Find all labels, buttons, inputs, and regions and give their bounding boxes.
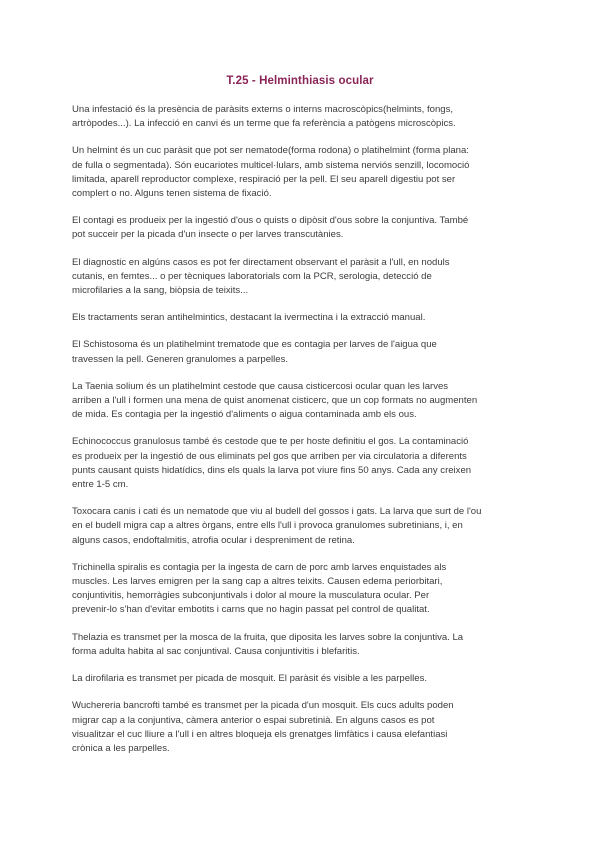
paragraph-thelazia: Thelazia es transmet per la mosca de la fruita, que diposita les larves sobre la conjuntiva. La forma adulta habita al sac conjuntival. Causa conjuntivitis i blefaritis.	[72, 631, 464, 657]
paragraph-helmint: Un helmint és un cuc paràsit que pot ser nematode(forma rodona) o platihelmint (forma plana: de fulla o segmentada). Són eucariotes multicel·lulars, amb sistema nerviós senzill, locomoció limitada, aparell reproductor complexe, respiració per la pell. El seu aparell digestiu pot ser complert o no. Alguns tenen sistema de fixació.	[72, 145, 470, 200]
paragraph-infestacio: Una infestació és la presència de paràsits externs o interns macroscòpics(helmints, fongs, artròpodes...). La infecció en canvi és un terme que fa referència a patògens microscòpics.	[72, 104, 456, 130]
paragraph-taenia-solium: La Taenia solium és un platihelmint cestode que causa cisticercosi ocular quan les larves arriben a l'ull i formen una mena de quist anomenat cisticerc, que un cop formats no augmenten de mida. Es contagia per la ingestió d'aliments o aigua contaminada amb els ous.	[72, 380, 478, 421]
paragraph-wuchereria: Wuchereria bancrofti també es transmet per la picada d'un mosquit. Els cucs adults poden migrar cap a la conjuntiva, càmera anterior o espai subretinià. En alguns casos es pot visualitzar el cuc lliure a l'ull i en altres bloqueja els grenatges limfàtics i causa elefantiasi crònica a les parpelles.	[72, 700, 454, 754]
paragraph-schistosoma: El Schistosoma és un platihelmint trematode que es contagia per larves de l'aigua que travessen la pell. Generen granulomes a parpelles.	[72, 339, 437, 365]
paragraph-echinococcus: Echinococcus granulosus també és cestode que te per hoste definitiu el gos. La contaminació es produeix per la ingestió de ous eliminats pel gos que arriben per via circulatoria a diferents punts causant quists hidatídics, dins els quals la larva pot viure fins 50 anys. Cada any creixen entre 1-5 cm.	[72, 436, 472, 491]
page-title: T.25 - Helminthiasis ocular	[226, 75, 374, 87]
paragraph-trichinella: Trichinella spiralis es contagia per la ingesta de carn de porc amb larves enquistades als muscles. Les larves emigren per la sang cap a altres teixits. Causen edema periorbitari, conjuntivitis, hemorràgies subconjuntivals i dolor al moure la musculatura ocular. Per prevenir-lo s'han d'evitar embotits i carns que no hagin passat pel control de qualitat.	[72, 561, 447, 616]
paragraph-contagi: El contagi es produeix per la ingestió d'ous o quists o dipòsit d'ous sobre la conjuntiva. També pot succeir per la picada d'un insecte o per larves transcutànies.	[72, 215, 469, 241]
document-body	[72, 103, 534, 769]
paragraph-tractaments: Els tractaments seran antihelmintics, destacant la ivermectina i la extracció manual.	[72, 312, 426, 324]
paragraph-dirofilaria: La dirofilaria es transmet per picada de mosquit. El paràsit és visible a les parpelles.	[72, 673, 428, 685]
paragraph-diagnostic: El diagnostic en algúns casos es pot fer directament observant el paràsit a l'ull, en noduls cutanis, en femtes... o per tècniques laboratorials com la PCR, serologia, detecció de microfilaries a la sang, biòpsia de teixits...	[72, 256, 450, 297]
paragraph-toxocara: Toxocara canis i cati és un nematode que viu al budell del gossos i gats. La larva que surt de l'ou en el budell migra cap a altres òrgans, entre ells l'ull i provoca granulomes subretinians, i, en alguns casos, endoftalmitis, atrofia ocular i despreniment de retina.	[72, 506, 482, 546]
